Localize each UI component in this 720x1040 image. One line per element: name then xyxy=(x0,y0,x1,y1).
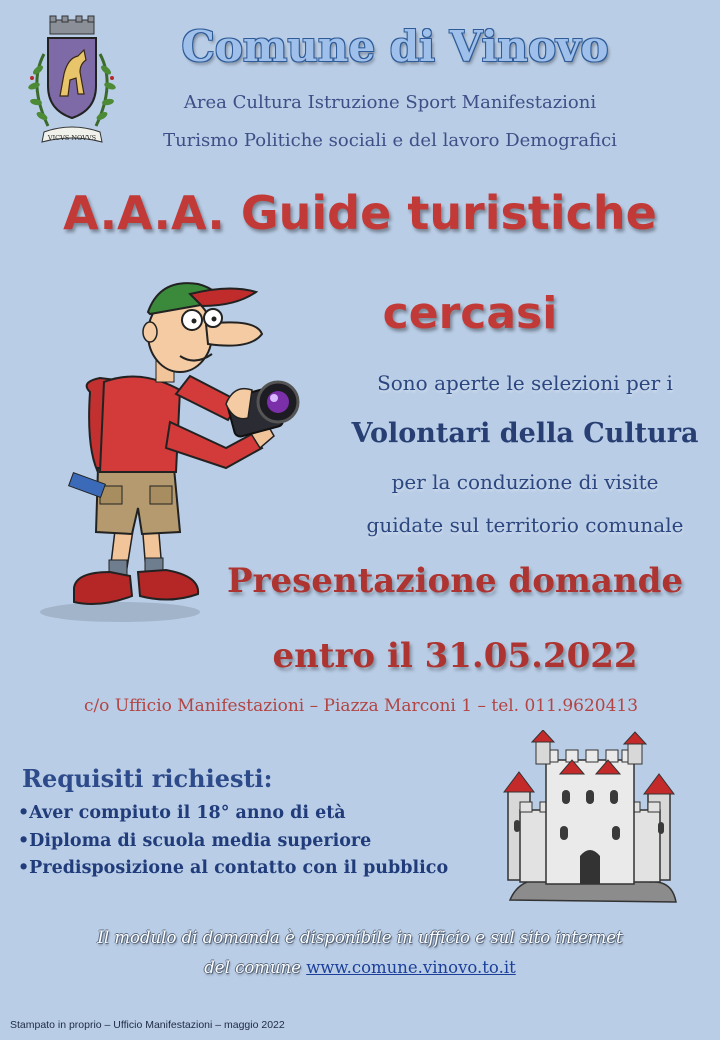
requirements-title: Requisiti richiesti: xyxy=(22,764,273,793)
requirement-item: •Predisposizione al contatto con il pubblico xyxy=(18,858,449,878)
website-prefix: del comune xyxy=(204,958,307,977)
deadline-date: entro il 31.05.2022 xyxy=(272,636,638,676)
castle-illustration xyxy=(500,730,680,910)
headline-line-1: A.A.A. Guide turistiche xyxy=(63,186,657,240)
headline-line-2: cercasi xyxy=(382,288,558,339)
coat-of-arms-icon xyxy=(18,14,126,150)
application-form-note-line-2 xyxy=(40,958,680,977)
requirement-item: •Diploma di scuola media superiore xyxy=(18,831,372,851)
page-title: Comune di Vinovo xyxy=(181,22,609,71)
department-line-2: Turismo Politiche sociali e del lavoro Demografici xyxy=(163,130,617,151)
intro-line-1: Sono aperte le selezioni per i xyxy=(377,371,673,395)
print-footer: Stampato in proprio – Ufficio Manifestazioni – maggio 2022 xyxy=(10,1019,285,1031)
requirement-item: •Aver compiuto il 18° anno di età xyxy=(18,803,346,823)
crest-motto: VICVS NOVVS xyxy=(47,134,97,142)
intro-line-3: guidate sul territorio comunale xyxy=(366,513,684,537)
intro-line-2: per la conduzione di visite xyxy=(391,470,659,494)
website-link[interactable]: www.comune.vinovo.to.it xyxy=(306,958,516,977)
volunteer-program-title: Volontari della Cultura xyxy=(351,418,699,449)
office-address: c/o Ufficio Manifestazioni – Piazza Marconi 1 – tel. 011.9620413 xyxy=(83,696,639,716)
application-form-note-line-1: Il modulo di domanda è disponibile in ufficio e sul sito internet xyxy=(97,928,623,947)
deadline-heading: Presentazione domande xyxy=(226,561,683,601)
department-line-1: Area Cultura Istruzione Sport Manifestazioni xyxy=(183,92,597,113)
